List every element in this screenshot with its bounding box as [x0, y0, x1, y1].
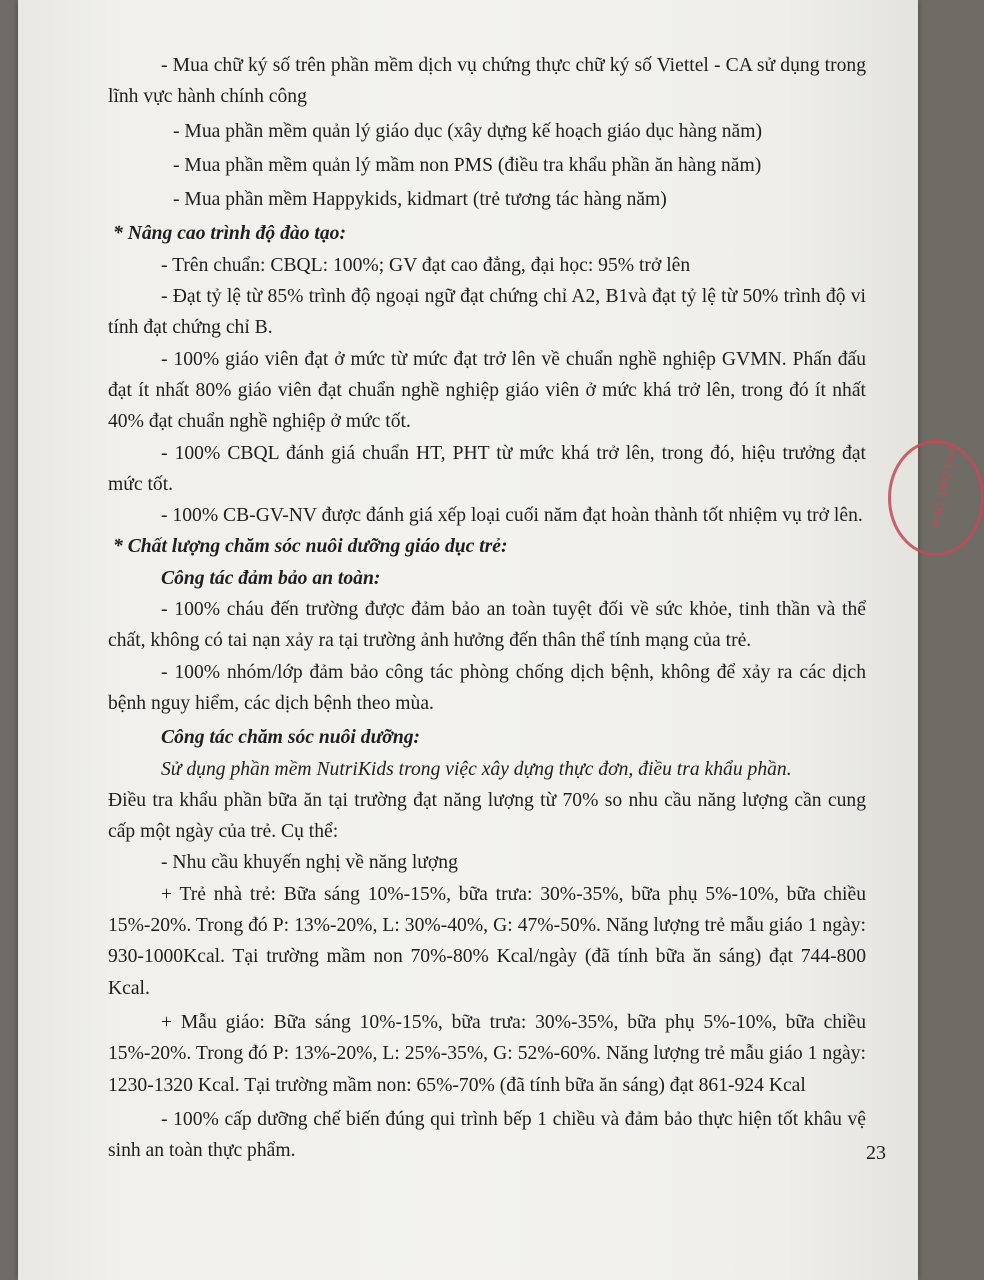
item-pms-software: - Mua phần mềm quản lý mầm non PMS (điều tra khẩu phần ăn hàng năm) [173, 154, 762, 176]
training-item-5: - 100% CB-GV-NV được đánh giá xếp loại cuối năm đạt hoàn thành tốt nhiệm vụ trở lên. [161, 505, 863, 527]
document-page [18, 0, 960, 1280]
training-item-1: - Trên chuẩn: CBQL: 100%; GV đạt cao đẳng, đại học: 95% trở lên [161, 254, 691, 276]
subheading-care: Công tác chăm sóc nuôi dưỡng: [161, 727, 421, 749]
stamp-text: ĐÀO GIÁO DỤC [929, 443, 960, 528]
care-energy-need: - Nhu cầu khuyến nghị về năng lượng [161, 852, 458, 874]
page-body [108, 50, 866, 1166]
section-heading-training: * Nâng cao trình độ đào tạo: [113, 223, 346, 245]
subheading-safety: Công tác đảm bảo an toàn: [161, 567, 381, 589]
training-item-2: - Đạt tỷ lệ từ 85% trình độ ngoại ngữ đạt chứng chỉ A2, B1và đạt tỷ lệ từ 50% trình độ vi tính đạt chứng chỉ B. [108, 286, 866, 339]
care-kindergarten: + Mẫu giáo: Bữa sáng 10%-15%, bữa trưa: 30%-35%, bữa phụ 5%-10%, bữa chiều 15%-20%. Trong đó P: 13%-20%, L: 25%-35%, G: 52%-60%. Năng lượng trẻ mẫu giáo 1 ngày: 1230-1320 Kcal. Tại trường mầm non: 65%-70% (đã tính bữa ăn sáng) đạt 861-924 Kcal [108, 1011, 866, 1096]
care-kitchen: - 100% cấp dưỡng chế biến đúng qui trình bếp 1 chiều và đảm bảo thực hiện tốt khâu vệ sinh an toàn thực phẩm. [108, 1108, 866, 1162]
section-heading-quality: * Chất lượng chăm sóc nuôi dưỡng giáo dục trẻ: [113, 536, 508, 558]
item-happykids-software: - Mua phần mềm Happykids, kidmart (trẻ tương tác hàng năm) [173, 189, 667, 211]
page-number: 23 [866, 1142, 886, 1164]
safety-item-1: - 100% cháu đến trường được đảm bảo an toàn tuyệt đối về sức khỏe, tinh thần và thể chất, không có tai nạn xảy ra tại trường ảnh hưởng đến thân thể tính mạng của trẻ. [108, 599, 866, 652]
care-nursery: + Trẻ nhà trẻ: Bữa sáng 10%-15%, bữa trưa: 30%-35%, bữa phụ 5%-10%, bữa chiều 15%-20%. Trong đó P: 13%-20%, L: 30%-40%, G: 47%-50%. Năng lượng trẻ mẫu giáo 1 ngày: 930-1000Kcal. Tại trường mầm non 70%-80% Kcal/ngày (đã tính bữa ăn sáng) đạt 744-800 Kcal. [108, 883, 866, 999]
training-item-4: - 100% CBQL đánh giá chuẩn HT, PHT từ mức khá trở lên, trong đó, hiệu trưởng đạt mức tốt. [108, 442, 866, 495]
seal-stamp [888, 440, 984, 556]
item-digital-signature: - Mua chữ ký số trên phần mềm dịch vụ chứng thực chữ ký số Viettel - CA sử dụng trong lĩnh vực hành chính công [108, 55, 866, 108]
care-software-note: Sử dụng phần mềm NutriKids trong việc xây dựng thực đơn, điều tra khẩu phần. [161, 758, 792, 780]
item-education-software: - Mua phần mềm quản lý giáo dục (xây dựng kế hoạch giáo dục hàng năm) [173, 120, 763, 142]
training-item-3: - 100% giáo viên đạt ở mức từ mức đạt trở lên về chuẩn nghề nghiệp GVMN. Phấn đấu đạt ít nhất 80% giáo viên đạt chuẩn nghề nghiệp giáo viên ở mức khá trở lên, trong đó ít nhất 40% đạt chuẩn nghề nghiệp ở mức tốt. [108, 348, 866, 433]
care-paragraph: Điều tra khẩu phần bữa ăn tại trường đạt năng lượng từ 70% so nhu cầu năng lượng cần cung cấp một ngày của trẻ. Cụ thể: [108, 789, 866, 843]
safety-item-2: - 100% nhóm/lớp đảm bảo công tác phòng chống dịch bệnh, không để xảy ra các dịch bệnh nguy hiểm, các dịch bệnh theo mùa. [108, 661, 866, 714]
